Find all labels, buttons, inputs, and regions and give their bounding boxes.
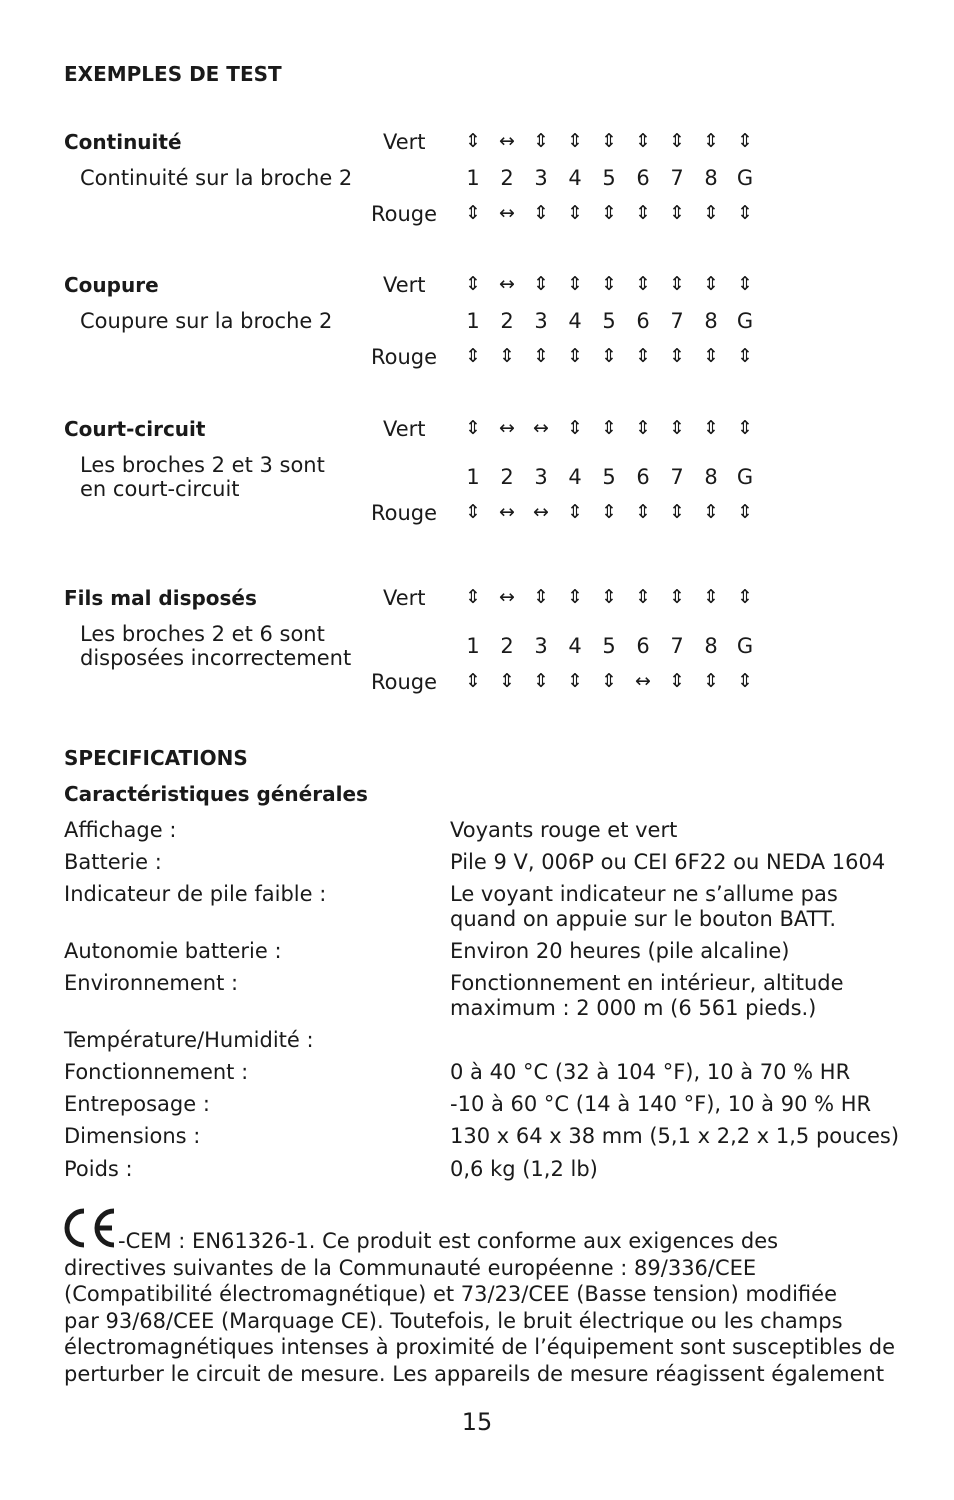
pin-number: 4 [568, 465, 582, 489]
updown-arrow-icon: ⇕ [669, 586, 685, 608]
pin-number: 7 [670, 465, 684, 489]
compliance-line: par 93/68/CEE (Marquage CE). Toutefois, le bruit électrique ou les champs [64, 1308, 843, 1333]
test-description: Les broches 2 et 3 sont [80, 453, 325, 477]
test-title: Coupure [64, 273, 159, 297]
green-label: Vert [383, 130, 426, 154]
updown-arrow-icon: ⇕ [669, 273, 685, 295]
updown-arrow-icon: ⇕ [601, 670, 617, 692]
updown-arrow-icon: ⇕ [635, 273, 651, 295]
pin-number: 4 [568, 634, 582, 658]
updown-arrow-icon: ⇕ [703, 417, 719, 439]
leftright-arrow-icon: ↔ [499, 586, 515, 608]
green-label: Vert [383, 417, 426, 441]
spec-label: Indicateur de pile faible : [64, 882, 327, 906]
spec-value: Le voyant indicateur ne s’allume pas [450, 882, 838, 906]
spec-label: Poids : [64, 1157, 133, 1181]
updown-arrow-icon: ⇕ [567, 202, 583, 224]
updown-arrow-icon: ⇕ [703, 130, 719, 152]
spec-value: maximum : 2 000 m (6 561 pieds.) [450, 996, 817, 1020]
pin-number: 5 [602, 166, 616, 190]
updown-arrow-icon: ⇕ [703, 345, 719, 367]
pin-number: 3 [534, 166, 548, 190]
specs-title: SPECIFICATIONS [64, 746, 248, 770]
red-label: Rouge [371, 670, 438, 694]
test-title: Continuité [64, 130, 182, 154]
pin-number: 7 [670, 309, 684, 333]
leftright-arrow-icon: ↔ [499, 130, 515, 152]
updown-arrow-icon: ⇕ [465, 417, 481, 439]
pin-number: 1 [466, 309, 480, 333]
spec-label: Entreposage : [64, 1092, 210, 1116]
leftright-arrow-icon: ↔ [499, 273, 515, 295]
updown-arrow-icon: ⇕ [669, 345, 685, 367]
updown-arrow-icon: ⇕ [533, 130, 549, 152]
spec-value: -10 à 60 °C (14 à 140 °F), 10 à 90 % HR [450, 1092, 872, 1116]
leftright-arrow-icon: ↔ [635, 670, 651, 692]
updown-arrow-icon: ⇕ [669, 417, 685, 439]
compliance-line: (Compatibilité électromagnétique) et 73/23/CEE (Basse tension) modifiée [64, 1282, 837, 1306]
pin-number: 2 [500, 465, 514, 489]
updown-arrow-icon: ⇕ [601, 273, 617, 295]
updown-arrow-icon: ⇕ [601, 130, 617, 152]
updown-arrow-icon: ⇕ [567, 670, 583, 692]
pin-number: G [736, 634, 754, 658]
pin-number: 6 [636, 634, 650, 658]
leftright-arrow-icon: ↔ [499, 417, 515, 439]
pin-number: 4 [568, 309, 582, 333]
page-number: 15 [461, 1408, 493, 1436]
updown-arrow-icon: ⇕ [465, 586, 481, 608]
updown-arrow-icon: ⇕ [567, 501, 583, 523]
specs-subtitle: Caractéristiques générales [64, 782, 368, 806]
updown-arrow-icon: ⇕ [499, 670, 515, 692]
spec-label: Dimensions : [64, 1124, 201, 1148]
pin-number: 5 [602, 309, 616, 333]
updown-arrow-icon: ⇕ [465, 130, 481, 152]
spec-label: Température/Humidité : [64, 1028, 314, 1052]
leftright-arrow-icon: ↔ [533, 417, 549, 439]
updown-arrow-icon: ⇕ [635, 586, 651, 608]
pin-number: 2 [500, 166, 514, 190]
pin-number: 7 [670, 166, 684, 190]
updown-arrow-icon: ⇕ [533, 273, 549, 295]
spec-value: 130 x 64 x 38 mm (5,1 x 2,2 x 1,5 pouces) [450, 1124, 900, 1148]
red-label: Rouge [371, 345, 438, 369]
pin-number: 4 [568, 166, 582, 190]
spec-value: Environ 20 heures (pile alcaline) [450, 939, 790, 963]
updown-arrow-icon: ⇕ [635, 417, 651, 439]
updown-arrow-icon: ⇕ [601, 417, 617, 439]
test-description: Les broches 2 et 6 sont [80, 622, 325, 646]
updown-arrow-icon: ⇕ [635, 130, 651, 152]
updown-arrow-icon: ⇕ [737, 586, 753, 608]
updown-arrow-icon: ⇕ [703, 501, 719, 523]
updown-arrow-icon: ⇕ [465, 670, 481, 692]
updown-arrow-icon: ⇕ [669, 670, 685, 692]
updown-arrow-icon: ⇕ [669, 202, 685, 224]
updown-arrow-icon: ⇕ [737, 417, 753, 439]
updown-arrow-icon: ⇕ [635, 501, 651, 523]
test-description: Continuité sur la broche 2 [80, 166, 353, 190]
updown-arrow-icon: ⇕ [567, 130, 583, 152]
updown-arrow-icon: ⇕ [533, 345, 549, 367]
updown-arrow-icon: ⇕ [533, 202, 549, 224]
compliance-line: directives suivantes de la Communauté européenne : 89/336/CEE [64, 1255, 757, 1280]
test-description: Coupure sur la broche 2 [80, 309, 333, 333]
red-label: Rouge [371, 202, 438, 226]
updown-arrow-icon: ⇕ [669, 501, 685, 523]
updown-arrow-icon: ⇕ [737, 202, 753, 224]
compliance-text [64, 1228, 894, 1387]
updown-arrow-icon: ⇕ [601, 586, 617, 608]
pin-number: 1 [466, 634, 480, 658]
pin-number: 5 [602, 465, 616, 489]
updown-arrow-icon: ⇕ [737, 130, 753, 152]
pin-number: 8 [704, 465, 718, 489]
red-label: Rouge [371, 501, 438, 525]
updown-arrow-icon: ⇕ [601, 202, 617, 224]
updown-arrow-icon: ⇕ [567, 345, 583, 367]
pin-number: G [736, 309, 754, 333]
green-label: Vert [383, 586, 426, 610]
spec-label: Batterie : [64, 850, 162, 874]
updown-arrow-icon: ⇕ [703, 670, 719, 692]
green-label: Vert [383, 273, 426, 297]
test-description: en court-circuit [80, 477, 240, 501]
updown-arrow-icon: ⇕ [737, 501, 753, 523]
updown-arrow-icon: ⇕ [737, 345, 753, 367]
spec-value: 0,6 kg (1,2 lb) [450, 1157, 598, 1181]
updown-arrow-icon: ⇕ [737, 273, 753, 295]
spec-label: Autonomie batterie : [64, 939, 282, 963]
updown-arrow-icon: ⇕ [567, 586, 583, 608]
pin-number: 3 [534, 634, 548, 658]
updown-arrow-icon: ⇕ [601, 345, 617, 367]
updown-arrow-icon: ⇕ [465, 501, 481, 523]
updown-arrow-icon: ⇕ [499, 345, 515, 367]
spec-value: 0 à 40 °C (32 à 104 °F), 10 à 70 % HR [450, 1060, 851, 1084]
updown-arrow-icon: ⇕ [703, 202, 719, 224]
pin-number: 6 [636, 309, 650, 333]
updown-arrow-icon: ⇕ [567, 417, 583, 439]
leftright-arrow-icon: ↔ [499, 202, 515, 224]
updown-arrow-icon: ⇕ [635, 202, 651, 224]
compliance-line: perturber le circuit de mesure. Les appareils de mesure réagissent également [64, 1361, 885, 1386]
pin-number: 8 [704, 166, 718, 190]
pin-number: 5 [602, 634, 616, 658]
spec-label: Fonctionnement : [64, 1060, 249, 1084]
pin-number: 2 [500, 309, 514, 333]
spec-label: Affichage : [64, 818, 177, 842]
updown-arrow-icon: ⇕ [567, 273, 583, 295]
updown-arrow-icon: ⇕ [635, 345, 651, 367]
updown-arrow-icon: ⇕ [737, 670, 753, 692]
pin-number: 1 [466, 465, 480, 489]
pin-number: 8 [704, 309, 718, 333]
test-description: disposées incorrectement [80, 646, 352, 670]
updown-arrow-icon: ⇕ [465, 345, 481, 367]
test-title: Fils mal disposés [64, 586, 257, 610]
updown-arrow-icon: ⇕ [703, 586, 719, 608]
compliance-line: électromagnétiques intenses à proximité de l’équipement sont susceptibles de [64, 1335, 896, 1359]
spec-value: quand on appuie sur le bouton BATT. [450, 907, 837, 931]
pin-number: 8 [704, 634, 718, 658]
spec-value: Fonctionnement en intérieur, altitude [450, 971, 844, 995]
spec-value: Voyants rouge et vert [450, 818, 678, 842]
test-title: Court-circuit [64, 417, 206, 441]
updown-arrow-icon: ⇕ [669, 130, 685, 152]
compliance-line: -CEM : EN61326-1. Ce produit est conforme aux exigences des [118, 1229, 779, 1253]
updown-arrow-icon: ⇕ [533, 670, 549, 692]
updown-arrow-icon: ⇕ [601, 501, 617, 523]
pin-number: 6 [636, 166, 650, 190]
updown-arrow-icon: ⇕ [533, 586, 549, 608]
updown-arrow-icon: ⇕ [465, 273, 481, 295]
leftright-arrow-icon: ↔ [499, 501, 515, 523]
pin-number: G [736, 465, 754, 489]
pin-number: 3 [534, 309, 548, 333]
pin-number: 1 [466, 166, 480, 190]
spec-value: Pile 9 V, 006P ou CEI 6F22 ou NEDA 1604 [450, 850, 886, 874]
updown-arrow-icon: ⇕ [465, 202, 481, 224]
pin-number: 3 [534, 465, 548, 489]
updown-arrow-icon: ⇕ [703, 273, 719, 295]
pin-number: 7 [670, 634, 684, 658]
spec-label: Environnement : [64, 971, 239, 995]
page-heading: EXEMPLES DE TEST [64, 62, 282, 86]
leftright-arrow-icon: ↔ [533, 501, 549, 523]
pin-number: 2 [500, 634, 514, 658]
pin-number: G [736, 166, 754, 190]
pin-number: 6 [636, 465, 650, 489]
